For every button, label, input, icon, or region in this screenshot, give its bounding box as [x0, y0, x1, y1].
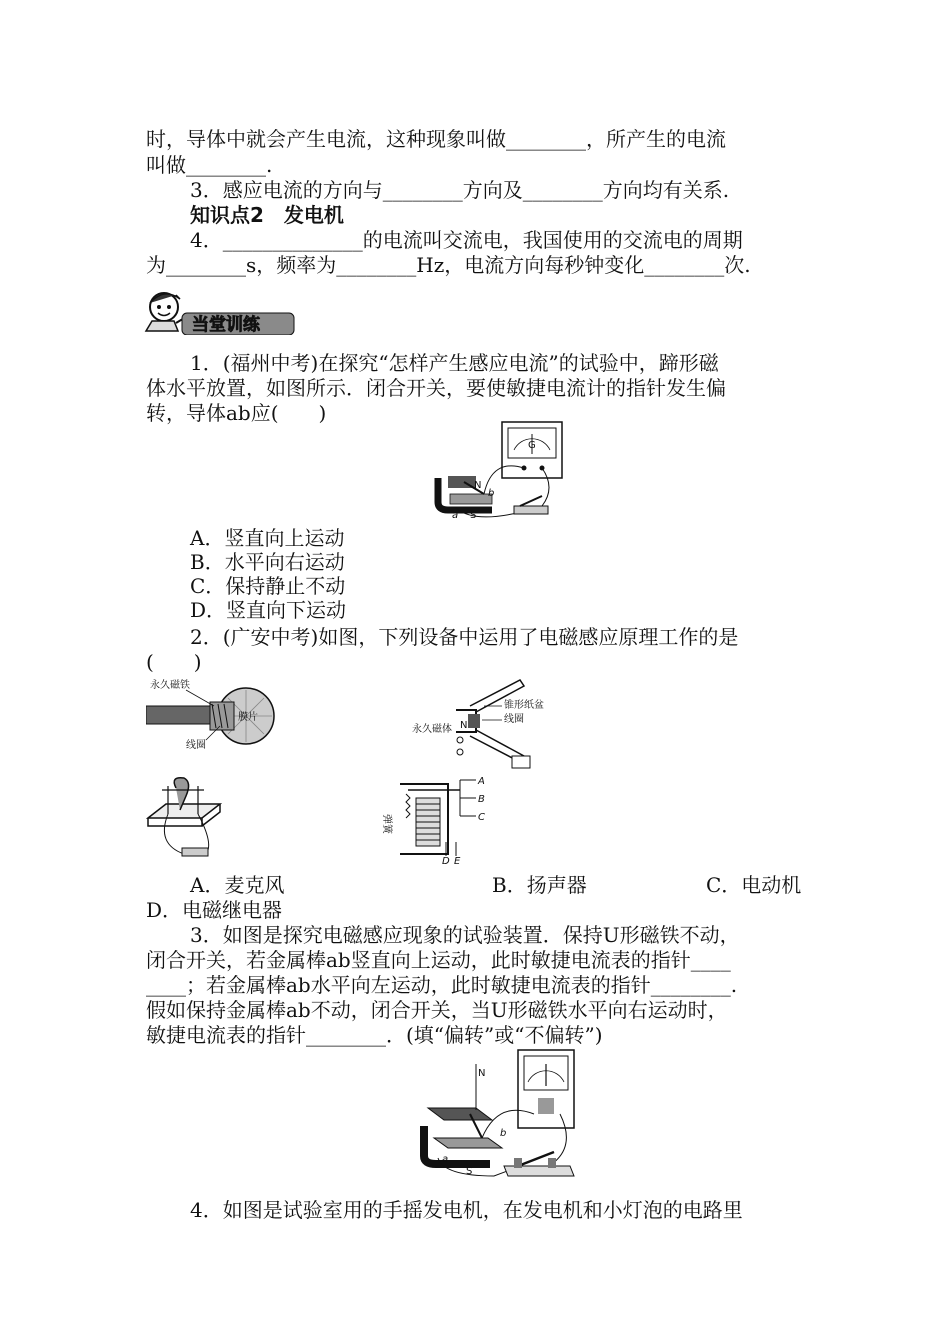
option-q2-a: A．麦克风 [190, 873, 285, 897]
magnet-north-label: N [474, 480, 482, 491]
rod-end-b-label: b [488, 488, 495, 499]
rod-end-a-label: a [452, 510, 459, 521]
classroom-practice-banner [140, 285, 300, 335]
question-3-fill: 3．感应电流的方向与________方向及________方向均有关系. [190, 178, 730, 202]
banner-title: 当堂训练 [192, 315, 260, 335]
text-line: 体水平放置，如图所示．闭合开关，要使敏捷电流计的指针发生偏 [146, 376, 726, 400]
section-heading-generator: 知识点2 发电机 [190, 203, 344, 227]
text-line: 转，导体ab应( ) [146, 401, 327, 425]
text-line: 为________s，频率为________Hz，电流方向每秒钟变化________次. [146, 253, 751, 277]
mic-magnet-label: 永久磁铁 [150, 680, 190, 691]
q3-figure [414, 1046, 578, 1182]
speaker-north-label: N [460, 720, 468, 731]
microphone-figure [146, 678, 276, 750]
relay-terminal-a: A [478, 776, 485, 787]
relay-spring-label: 弹簧 [381, 814, 392, 834]
galvanometer-label: G [528, 440, 536, 451]
speaker-coil-label: 线圈 [504, 714, 524, 725]
option-q2-c: C．电动机 [706, 873, 802, 897]
q1-figure [432, 418, 568, 522]
magnet-south-label: S [466, 1166, 473, 1177]
option-q1-b: B．水平向右运动 [190, 550, 345, 574]
rod-end-b-label: b [500, 1128, 507, 1139]
option-q1-c: C．保持静止不动 [190, 574, 346, 598]
option-q2-d: D．电磁继电器 [146, 898, 283, 922]
question-2-text: 2．(广安中考)如图，下列设备中运用了电磁感应原理工作的是 [190, 625, 739, 649]
relay-figure [380, 774, 492, 864]
text-line: 闭合开关，若金属棒ab竖直向上运动，此时敏捷电流表的指针____ [146, 948, 731, 972]
text-line: ____；若金属棒ab水平向左运动，此时敏捷电流表的指针________. [146, 973, 738, 997]
speaker-figure [412, 676, 552, 770]
mic-coil-label: 线圈 [186, 740, 206, 750]
magnet-north-label: N [478, 1068, 486, 1079]
text-line: 敏捷电流表的指针________．(填“偏转”或“不偏转”) [146, 1023, 603, 1047]
text-line: ( ) [146, 650, 202, 674]
relay-terminal-b: B [478, 794, 485, 805]
magnet-south-label: S [470, 510, 477, 521]
relay-terminal-d: D [442, 856, 450, 864]
mic-diaphragm-label: 膜片 [238, 712, 258, 723]
question-4-fill: 4．______________的电流叫交流电，我国使用的交流电的周期 [190, 228, 743, 252]
motor-figure [146, 774, 222, 860]
option-q1-d: D．竖直向下运动 [190, 598, 347, 622]
question-3-text: 3．如图是探究电磁感应现象的试验装置．保持U形磁铁不动， [190, 923, 740, 947]
relay-terminal-e: E [454, 856, 461, 864]
rod-end-a-label: a [442, 1154, 449, 1165]
speaker-magnet-label: 永久磁体 [412, 724, 452, 735]
question-4-text: 4．如图是试验室用的手摇发电机，在发电机和小灯泡的电路里 [190, 1198, 743, 1222]
speaker-cone-label: 锥形纸盆 [504, 700, 544, 711]
text-line: 叫做________. [146, 153, 273, 177]
relay-terminal-c: C [478, 812, 485, 823]
option-q1-a: A．竖直向上运动 [190, 526, 345, 550]
question-1-text: 1．(福州中考)在探究“怎样产生感应电流”的试验中，蹄形磁 [190, 351, 719, 375]
text-line: 时，导体中就会产生电流，这种现象叫做________，所产生的电流 [146, 127, 726, 151]
cartoon-boy-icon [140, 285, 300, 335]
text-line: 假如保持金属棒ab不动，闭合开关，当U形磁铁水平向右运动时， [146, 998, 728, 1022]
option-q2-b: B．扬声器 [492, 873, 587, 897]
